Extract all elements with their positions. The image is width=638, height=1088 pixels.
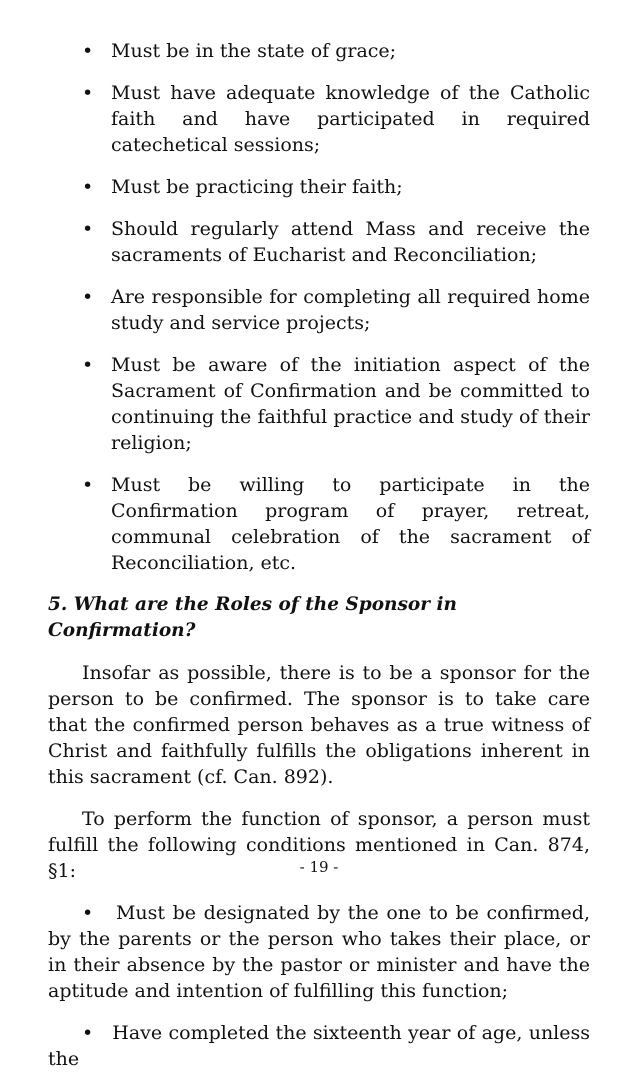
list-item	[48, 216, 590, 268]
bullet-paragraph-text: Must be designated by the one to be confirmed, by the parents or the person who takes their place, or in their absence by the pastor or minister and have the aptitude and intention of fulfilling this function;	[48, 902, 590, 1002]
list-item-text: Must be in the state of grace;	[111, 40, 397, 62]
page-number: - 19 -	[299, 858, 339, 876]
document-page	[48, 38, 590, 1088]
list-item-text: Must be willing to participate in the Confirmation program of prayer, retreat, communal celebration of the sacrament of Reconciliation, etc.	[111, 474, 590, 574]
section-heading: 5. What are the Roles of the Sponsor in Confirmation?	[48, 594, 457, 641]
list-item	[48, 38, 590, 64]
list-item-text: Must be practicing their faith;	[111, 176, 403, 198]
list-item-text: Must be aware of the initiation aspect of the Sacrament of Confirmation and be committed to continuing the faithful practice and study of their religion;	[111, 354, 590, 454]
list-item-text: Are responsible for completing all required home study and service projects;	[111, 286, 590, 334]
list-item	[48, 352, 590, 456]
bullet-icon: •	[82, 286, 94, 308]
paragraph-sponsor-conditions: To perform the function of sponsor, a person must fulfill the following conditions mentioned in Can. 874, §1:	[48, 808, 590, 882]
bullet-paragraph	[48, 900, 590, 1004]
bullet-icon: •	[82, 354, 94, 376]
list-item	[48, 80, 590, 158]
bullet-icon: •	[82, 82, 94, 104]
bullet-paragraph-text: Have completed the sixteenth year of age, unless the	[48, 1022, 591, 1070]
list-item	[48, 472, 590, 576]
bullet-icon: •	[82, 1022, 94, 1044]
requirements-list	[48, 38, 590, 576]
bullet-paragraph	[48, 1020, 590, 1072]
list-item-text: Must have adequate knowledge of the Catholic faith and have participated in required catechetical sessions;	[111, 82, 590, 156]
bullet-icon: •	[82, 474, 94, 496]
bullet-icon: •	[82, 902, 94, 924]
list-item	[48, 284, 590, 336]
bullet-icon: •	[82, 40, 94, 62]
bullet-icon: •	[82, 218, 94, 240]
paragraph-sponsor-role: Insofar as possible, there is to be a sponsor for the person to be confirmed. The sponsor is to take care that the confirmed person behaves as a true witness of Christ and faithfully fulfills the obligations inherent in this sacrament (cf. Can. 892).	[48, 662, 590, 788]
list-item-text: Should regularly attend Mass and receive the sacraments of Eucharist and Reconciliation;	[111, 218, 590, 266]
bullet-icon: •	[82, 176, 94, 198]
list-item	[48, 174, 590, 200]
